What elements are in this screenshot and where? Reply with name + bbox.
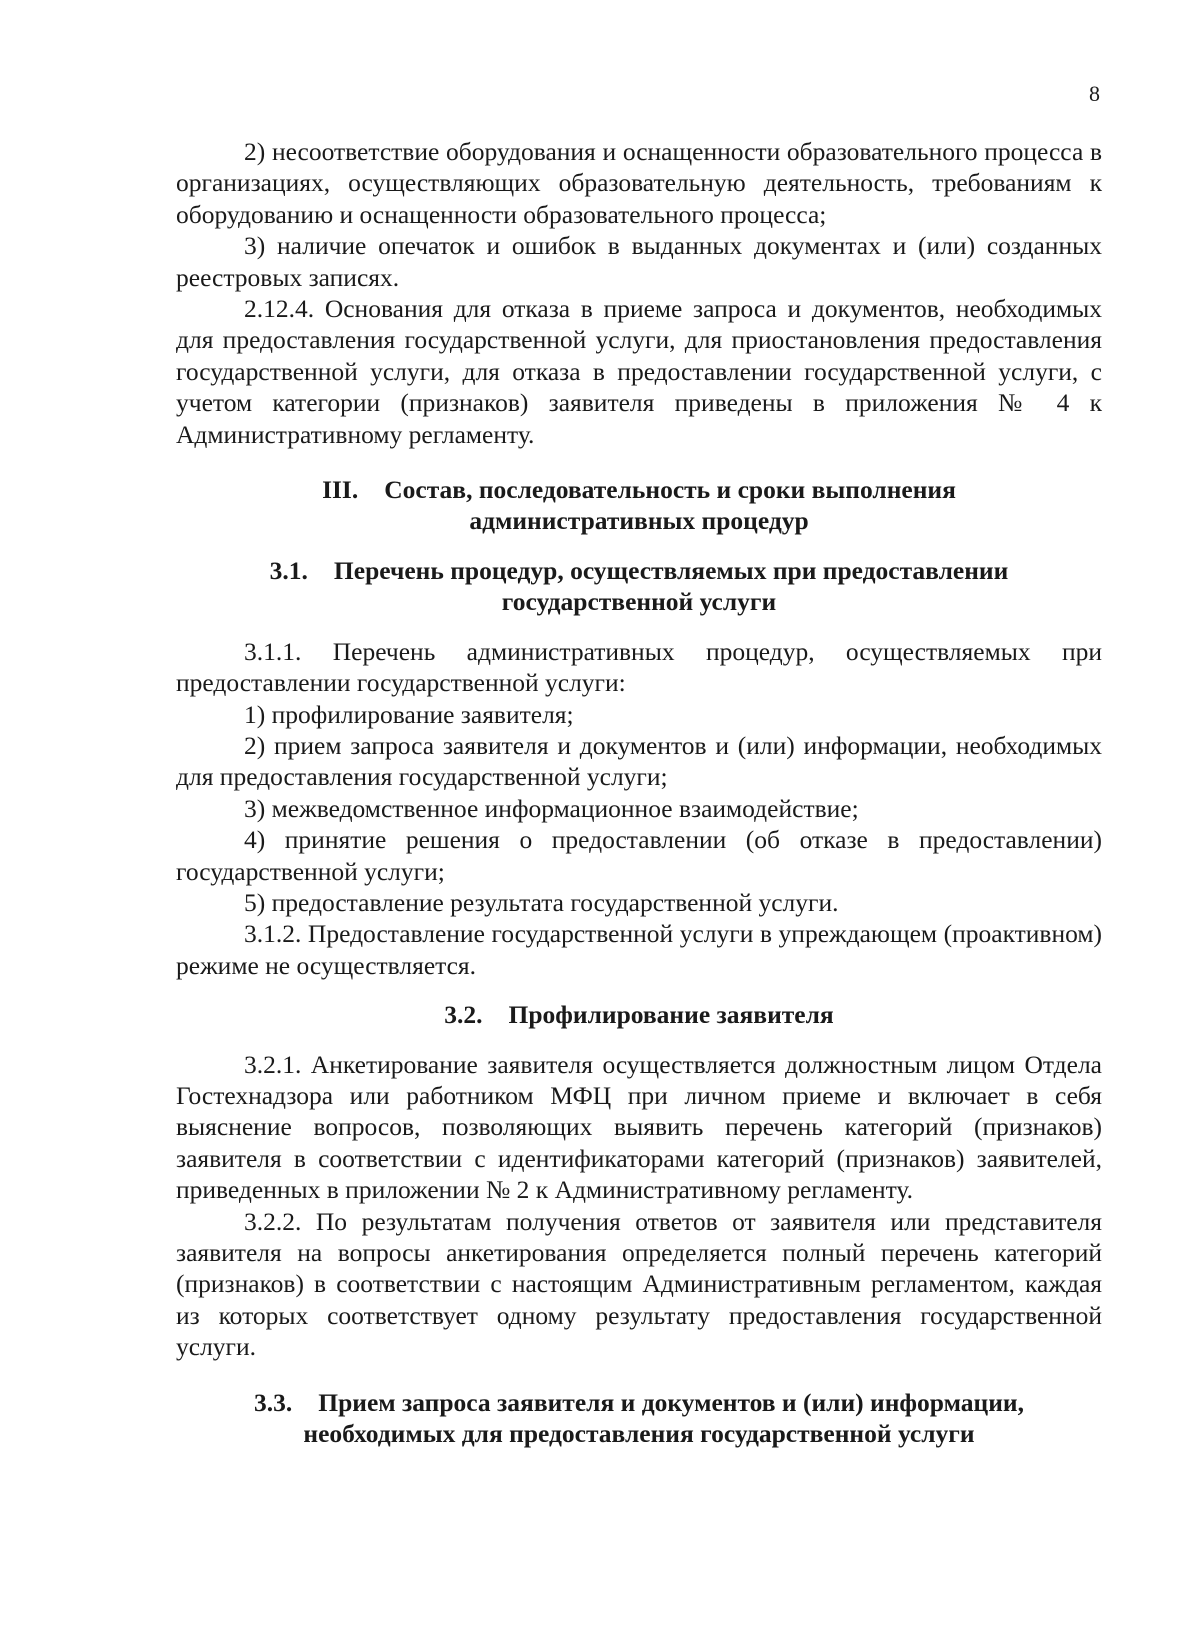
paragraph-2-12-4: 2.12.4. Основания для отказа в приеме запроса и документов, необходимых для предоставления государственной услуги, для приостановления предоставления государственной услуги, для отказа в предоставлении государственной услуги, с учетом категории (признаков) заявителя приведены в приложения № 4 к Административному регламенту. [176, 294, 1102, 449]
section-heading-line1: Прием запроса заявителя и документов и (или) информации, [318, 1387, 1025, 1417]
section-heading-line1: Перечень процедур, осуществляемых при предоставлении [333, 555, 1009, 585]
paragraph-item-2: 2) несоответствие оборудования и оснащенности образовательного процесса в организациях, осуществляющих образовательную деятельность, требованиям к оборудованию и оснащенности образовательного процесса; [176, 137, 1102, 229]
paragraph-item-3: 3) наличие опечаток и ошибок в выданных документах и (или) созданных реестровых записях. [176, 231, 1102, 292]
paragraph-3-2-2: 3.2.2. По результатам получения ответов от заявителя или представителя заявителя на вопросы анкетирования определяется полный перечень категорий (признаков) в соответствии с настоящим Административным регламентом, каждая из которых соответствует одному результату предоставления государственной услуги. [176, 1206, 1102, 1362]
list-item-3: 3) межведомственное информационное взаимодействие; [244, 793, 859, 823]
section-heading-number: 3.3. [253, 1387, 293, 1417]
section-heading-line1: Профилирование заявителя [508, 1000, 834, 1030]
paragraph-3-2-1: 3.2.1. Анкетирование заявителя осуществляется должностным лицом Отдела Гостехнадзора или работником МФЦ при личном приеме и включает в себя выяснение вопросов, позволяющих выявить перечень категорий (признаков) заявителя в соответствии с идентификаторами категорий (признаков) заявителей, приведенных в приложении № 2 к Административному регламенту. [176, 1049, 1102, 1205]
section-heading-number: III. [322, 475, 359, 505]
list-item-4: 4) принятие решения о предоставлении (об отказе в предоставлении) государственной услуги; [176, 825, 1102, 886]
section-heading-3-3 [176, 1387, 1102, 1450]
list-item-2: 2) прием запроса заявителя и документов и (или) информации, необходимых для предоставления государственной услуги; [176, 730, 1102, 792]
page-number: 8 [1089, 81, 1100, 106]
list-item-1: 1) профилирование заявителя; [244, 699, 574, 729]
paragraph-3-1-2: 3.1.2. Предоставление государственной услуги в упреждающем (проактивном) режиме не осуществляется. [176, 919, 1102, 980]
section-heading-3-2 [176, 999, 1102, 1030]
section-heading-number: 3.1. [269, 555, 308, 585]
section-heading-line2: необходимых для предоставления государственной услуги [303, 1419, 975, 1449]
section-heading-line2: государственной услуги [501, 587, 777, 617]
section-heading-3-1 [176, 555, 1102, 618]
list-item-5: 5) предоставление результата государственной услуги. [244, 887, 839, 917]
paragraph-3-1-1: 3.1.1. Перечень административных процедур, осуществляемых при предоставлении государственной услуги: [176, 636, 1102, 698]
section-heading-number: 3.2. [444, 1000, 483, 1030]
section-heading-line2: административных процедур [469, 506, 809, 536]
section-heading-III [176, 474, 1102, 537]
document-body [176, 136, 1102, 1449]
section-heading-line1: Состав, последовательность и сроки выполнения [384, 475, 956, 505]
